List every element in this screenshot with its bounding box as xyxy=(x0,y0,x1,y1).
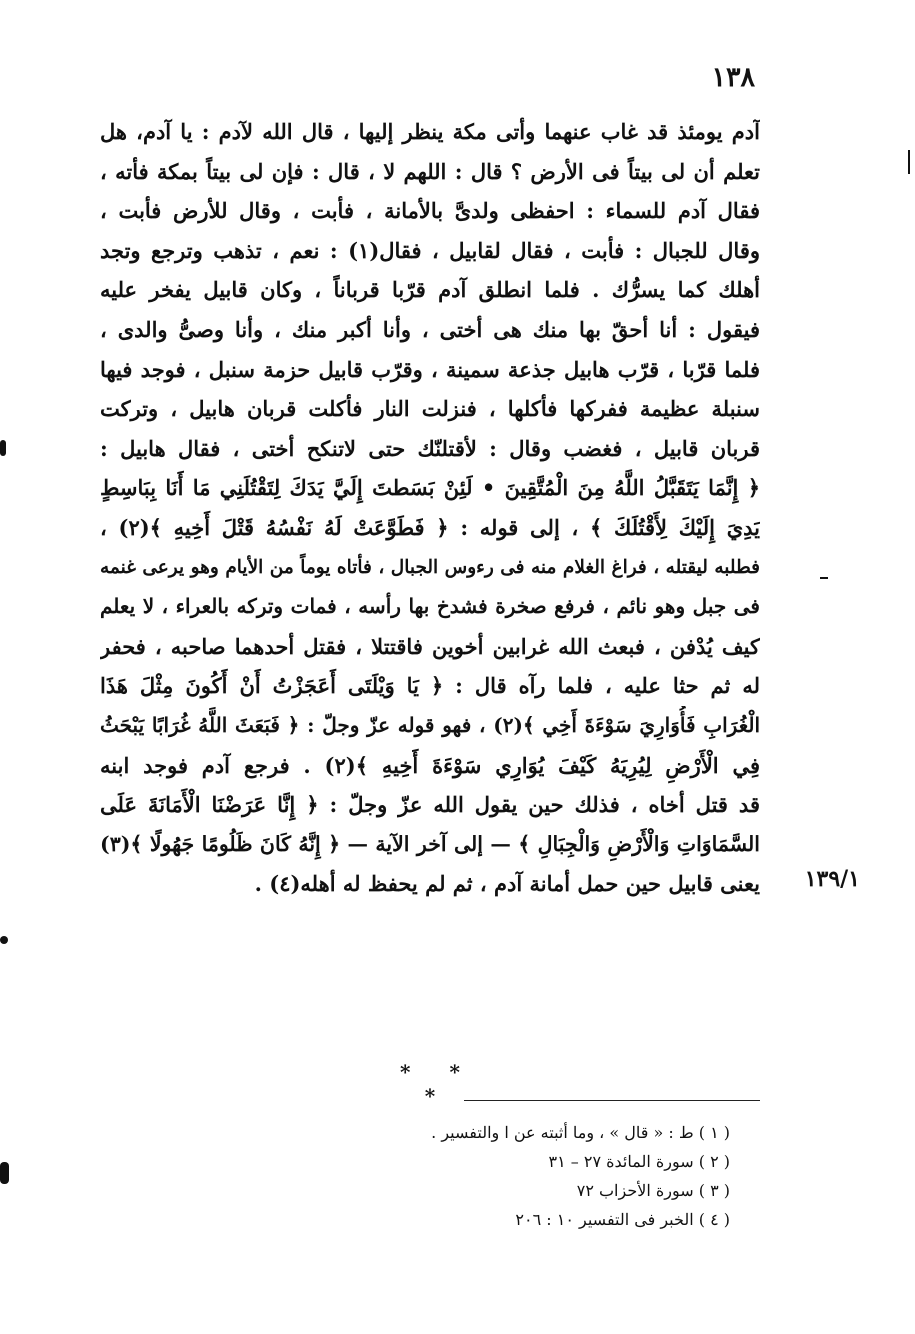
quran-verse-line: ﴿ إِنَّمَا يَتَقَبَّلُ اللَّهُ مِنَ الْمُتَّقِينَ • لَئِنْ بَسَطتَ إِلَيَّ يَدَكَ لِتَقْتُلَنِي مَا أَنَا بِبَاسِطٍ xyxy=(100,475,760,501)
scan-mark xyxy=(0,936,8,944)
quran-verse-line: يَدِيَ إِلَيْكَ لِأَقْتُلَكَ ﴾ ، إلى قوله : ﴿ فَطَوَّعَتْ لَهُ نَفْسُهُ قَتْلَ أَخِيهِ ﴾(٢) ، xyxy=(100,514,760,540)
footnote: ( ٢ ) سورة المائدة ٢٧ – ٣١ xyxy=(548,1152,730,1171)
quran-verse-line: الْغُرَابِ فَأُوَارِيَ سَوْءَةَ أَخِي ﴾(٢) ، فهو قوله عزّ وجلّ : ﴿ فَبَعَثَ اللَّهُ غُرَابًا يَبْحَثُ xyxy=(100,712,760,737)
text-line: فلما قرّبا ، قرّب هابيل جذعة سمينة ، وقرّب قابيل حزمة سنبل ، فوجد فيها xyxy=(100,356,760,382)
text-line: وقال للجبال : فأبت ، فقال لقابيل ، فقال(١) : نعم ، تذهب وترجع وتجد xyxy=(100,237,760,263)
text-line: تعلم أن لى بيتاً فى الأرض ؟ قال : اللهم لا ، قال : فإن لى بيتاً بمكة فأته ، xyxy=(100,158,760,184)
text-line: يعنى قابيل حين حمل أمانة آدم ، ثم لم يحفظ له أهله(٤) . xyxy=(254,871,760,897)
text-line: فى جبل وهو نائم ، فرفع صخرة فشدخ بها رأسه ، فمات وتركه بالعراء ، لا يعلم xyxy=(100,594,760,619)
text-line: فيقول : أنا أحقّ بها منك هى أختى ، وأنا أكبر منك ، وأنا وصىُّ والدى ، xyxy=(100,316,760,342)
scan-mark xyxy=(0,1162,9,1184)
scan-mark xyxy=(908,150,910,174)
margin-reference: ١٣٩/١ xyxy=(804,866,860,892)
scan-mark xyxy=(820,577,828,579)
page-number: ١٣٨ xyxy=(711,62,755,93)
quran-verse-line: فِي الْأَرْضِ لِيُرِيَهُ كَيْفَ يُوَارِي سَوْءَةَ أَخِيهِ ﴾(٢) . فرجع آدم فوجد ابنه xyxy=(100,752,760,778)
scan-mark xyxy=(0,440,6,456)
quran-verse-line: قد قتل أخاه ، فذلك حين يقول الله عزّ وجلّ : ﴿ إِنَّا عَرَضْنَا الْأَمَانَةَ عَلَى xyxy=(100,792,760,818)
text-line: آدم يومئذ قد غاب عنهما وأتى مكة ينظر إليها ، قال الله لآدم : يا آدم، هل xyxy=(100,119,760,144)
footnote-divider xyxy=(464,1100,760,1101)
text-line: كيف يُدْفن ، فبعث الله غرابين أخوين فاقتتلا ، فقتل أحدهما صاحبه ، فحفر xyxy=(100,633,760,659)
section-separator: * * * xyxy=(400,1060,476,1108)
text-line: قربان قابيل ، فغضب وقال : لأقتلنّك حتى لاتنكح أختى ، فقال هابيل : xyxy=(100,435,760,461)
text-line: سنبلة عظيمة ففركها فأكلها ، فنزلت النار فأكلت قربان هابيل ، وتركت xyxy=(100,396,760,422)
text-line: أهلك كما يسرُّك . فلما انطلق آدم قرّبا قرباناً ، وكان قابيل يفخر عليه xyxy=(100,277,760,303)
quran-verse-line: السَّمَاوَاتِ وَالْأَرْضِ وَالْجِبَالِ ﴾ — إلى آخر الآية — ﴿ إِنَّهُ كَانَ ظَلُومًا جَهُولًا ﴾(٣) xyxy=(100,831,760,856)
text-line: فقال آدم للسماء : احفظى ولدىَّ بالأمانة ، فأبت ، وقال للأرض فأبت ، xyxy=(100,198,760,224)
text-line: فطلبه ليقتله ، فراغ الغلام منه فى رءوس الجبال ، فأتاه يوماً من الأيام وهو يرعى غنمه xyxy=(100,556,760,578)
footnote: ( ٣ ) سورة الأحزاب ٧٢ xyxy=(576,1181,730,1200)
footnote: ( ٤ ) الخبر فى التفسير ١٠ : ٢٠٦ xyxy=(515,1210,730,1229)
main-text xyxy=(100,112,760,904)
quran-verse-line: له ثم حثا عليه ، فلما رآه قال : ﴿ يَا وَيْلَتَى أَعَجَزْتُ أَنْ أَكُونَ مِثْلَ هَذَا xyxy=(100,673,760,699)
footnote: ( ١ ) ط : « قال » ، وما أثبته عن ا والتفسير . xyxy=(431,1123,730,1142)
footnotes xyxy=(380,1118,730,1234)
